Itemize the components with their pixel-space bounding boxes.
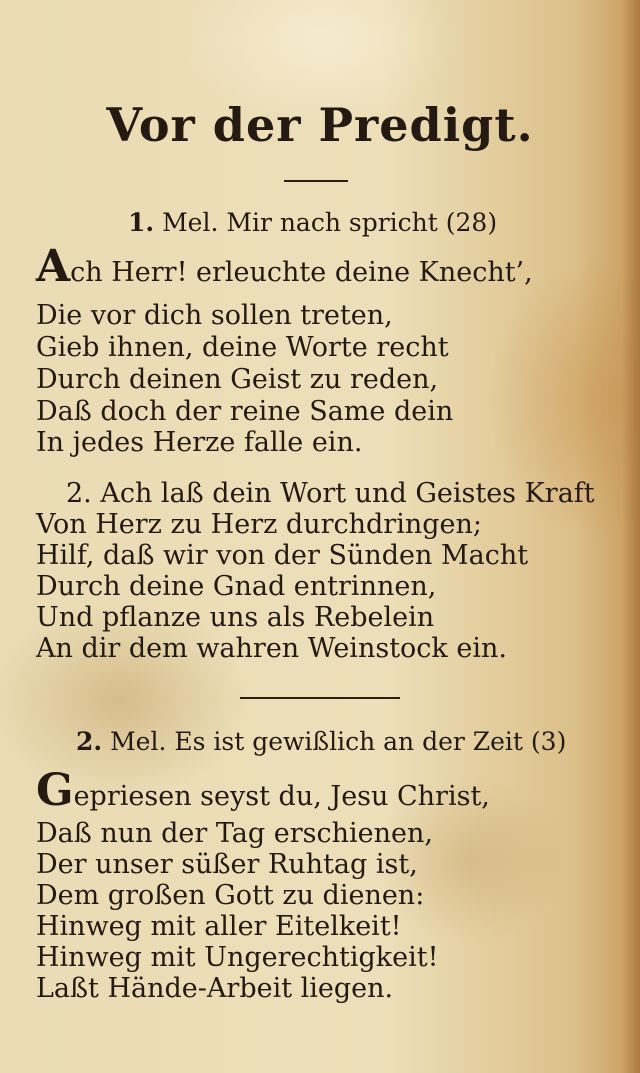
- page-title: Vor der Predigt.: [106, 98, 534, 152]
- verse-line-text: epriesen seyst du, Jesu Christ,: [73, 781, 490, 812]
- hymn-1-melody: Mel. Mir nach spricht (28): [162, 208, 498, 237]
- verse-line: Hinweg mit Ungerechtigkeit!: [36, 942, 439, 973]
- verse-line: Hinweg mit aller Eitelkeit!: [36, 911, 402, 942]
- verse-line: Laßt Hände-Arbeit liegen.: [36, 973, 394, 1004]
- verse-line: Und pflanze uns als Rebelein: [36, 602, 435, 633]
- verse-line: Daß doch der reine Same dein: [36, 396, 454, 427]
- verse-line: Dem großen Gott zu dienen:: [36, 880, 425, 911]
- hymn-2-heading: [76, 727, 566, 756]
- verse-line: Durch deine Gnad entrinnen,: [36, 571, 437, 602]
- verse-line-text: ch Herr! erleuchte deine Knecht’,: [70, 257, 533, 288]
- hymn-2-number: 2.: [76, 727, 103, 756]
- verse-line: An dir dem wahren Weinstock ein.: [36, 633, 507, 664]
- verse-line: 2. Ach laß dein Wort und Geistes Kraft: [66, 478, 595, 509]
- verse-line: Daß nun der Tag erschienen,: [36, 818, 433, 849]
- hymn-1-heading: [128, 208, 497, 237]
- verse-line: [36, 241, 533, 292]
- section-divider: [240, 697, 400, 699]
- verse-line: Hilf, daß wir von der Sünden Macht: [36, 540, 529, 571]
- verse-line: Der unser süßer Ruhtag ist,: [36, 849, 418, 880]
- page-edge-shadow: [622, 0, 640, 1073]
- verse-line: Gieb ihnen, deine Worte recht: [36, 332, 449, 363]
- drop-cap: A: [36, 241, 71, 292]
- hymn-2-melody: Mel. Es ist gewißlich an der Zeit (3): [110, 727, 567, 756]
- verse-line: Von Herz zu Herz durchdringen;: [36, 509, 482, 540]
- title-divider: [284, 180, 348, 182]
- verse-line: Durch deinen Geist zu reden,: [36, 364, 439, 395]
- verse-line: In jedes Herze falle ein.: [36, 427, 363, 458]
- drop-cap: G: [36, 765, 74, 816]
- verse-line: Die vor dich sollen treten,: [36, 300, 393, 331]
- verse-line: [36, 765, 490, 816]
- hymn-1-number: 1.: [128, 208, 155, 237]
